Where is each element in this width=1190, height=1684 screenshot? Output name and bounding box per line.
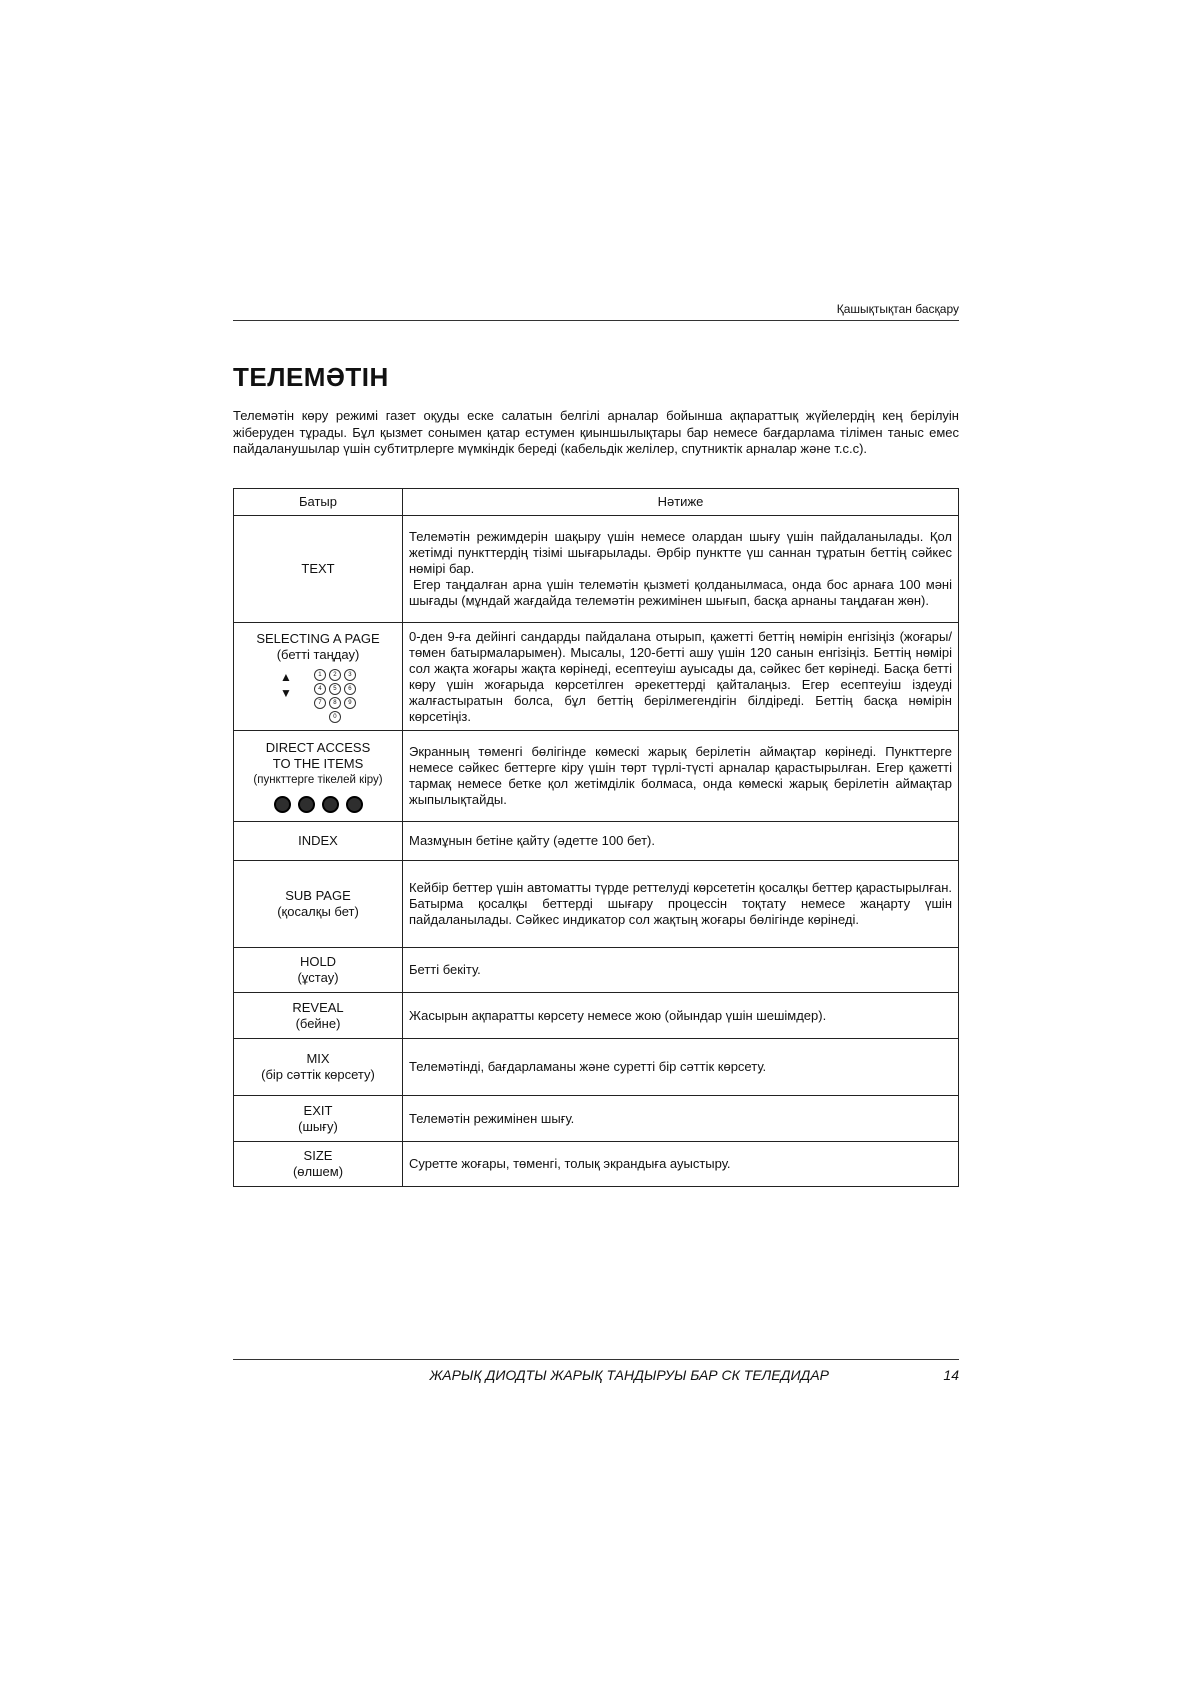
- running-header: Қашықтықтан басқару: [836, 302, 959, 316]
- table-row: [234, 623, 959, 731]
- result-text: Егер таңдалған арна үшін телемәтін қызметі қолданылмаса, онда бос арнаға 100 мәні шығады (мұндай жағдайда телемәтін режимінен шығып, басқа арнаны таңдаған жөн).: [409, 577, 952, 608]
- result-cell: [403, 993, 959, 1039]
- result-cell: [403, 731, 959, 822]
- digit-key-icon: 7: [314, 697, 326, 709]
- button-subtitle: (ұстау): [297, 970, 339, 985]
- digit-key-icon: 2: [329, 669, 341, 681]
- result-text: Телемәтін режимінен шығу.: [409, 1110, 575, 1126]
- result-cell: [403, 1039, 959, 1096]
- result-text: Кейбір беттер үшін автоматты түрде реттелуді көрсететін қосалқы беттер қарастырылған. Батырма қосалқы беттерді шығару процессін тоқтату немесе жаңарту үшін пайдаланылады. Сәйкес индикатор сол жақтың жоғары бөлігінде көрінеді.: [409, 880, 952, 927]
- column-header-button: Батыр: [234, 489, 403, 516]
- button-name: SIZE: [303, 1148, 333, 1163]
- button-cell-exit: [234, 1096, 403, 1142]
- page-number: 14: [943, 1367, 959, 1383]
- digit-key-icon: 0: [329, 711, 341, 723]
- digit-key-icon: 6: [344, 683, 356, 695]
- button-subtitle: (қосалқы бет): [277, 904, 359, 919]
- button-cell-reveal: [234, 993, 403, 1039]
- column-header-result: Нәтиже: [403, 489, 959, 516]
- header-divider: [233, 320, 959, 321]
- result-cell: [403, 948, 959, 993]
- button-cell-sub-page: [234, 861, 403, 948]
- result-text: Мазмұнын бетіне қайту (әдетте 100 бет).: [409, 833, 655, 848]
- footer-divider: [233, 1359, 959, 1360]
- result-cell: [403, 1096, 959, 1142]
- button-cell-text: [234, 516, 403, 623]
- button-cell-size: [234, 1142, 403, 1187]
- table-row: [234, 948, 959, 993]
- table-row: [234, 731, 959, 822]
- digit-key-icon: 3: [344, 669, 356, 681]
- result-cell: [403, 861, 959, 948]
- numeric-keypad-icon: [314, 669, 356, 723]
- intro-paragraph: Телемәтін көру режимі газет оқуды еске салатын белгілі арналар бойынша ақпараттық жүйелердің кең берілуін жіберуден тұрады. Бұл қызмет сонымен қатар естумен қиыншылықтары бар немесе бағдарлама тілімен таныс емес пайдаланушылар үшін субтитрлерге мүмкіндік береді (кабельдік желілер, спутниктік арналар және т.с.с).: [233, 408, 959, 456]
- button-name: INDEX: [298, 833, 338, 848]
- result-text: 0-ден 9-ға дейінгі сандарды пайдалана отырып, қажетті беттің нөмірін енгізіңіз (жоғары/төмен батырмаларымен). Мысалы, 120-бетті ашу үшін 120 санын енгізіңіз. Беттің нөмірі сол жақта жоғары жақта көрінеді, есептеуіш ауысады да, сәйкес бет көрінеді. Басқа бетті көру үшін жоғарыда көрсетілген әрекеттерді қайталаңыз. Егер есептеуіш іздеуді жалғастыратын болса, бұл беттің берілмегендігін білдіреді. Беттің басқа нөмірін көрсетіңіз.: [409, 628, 952, 724]
- digit-key-icon: 8: [329, 697, 341, 709]
- table-row: [234, 516, 959, 623]
- arrow-up-icon: ▲: [280, 669, 292, 684]
- result-text: Телемәтінді, бағдарламаны және суретті бір сәттік көрсету.: [409, 1059, 767, 1074]
- button-name: SELECTING A PAGE: [256, 630, 380, 646]
- colour-button-icon: [274, 796, 291, 813]
- page-title: ТЕЛЕМӘТІН: [233, 362, 389, 392]
- result-cell: [403, 516, 959, 623]
- digit-key-icon: 9: [344, 697, 356, 709]
- colour-button-icon: [322, 796, 339, 813]
- teletext-buttons-table: [233, 488, 959, 1187]
- table-header-row: [234, 489, 959, 516]
- button-name: DIRECT ACCESS: [265, 739, 371, 755]
- button-name: EXIT: [303, 1102, 333, 1118]
- result-cell: [403, 822, 959, 861]
- result-text: Экранның төменгі бөлігінде көмескі жарық берілетін аймақтар көрінеді. Пункттерге немесе сәйкес беттерге кіру үшін төрт түрлі-түсті арналар қарастырылған. Егер қажетті тармақ немесе бетке қол жетімділік болмаса, онда көмескі жарық берілетін аймақтар жыпылықтайды.: [409, 744, 952, 807]
- button-subtitle: (бейне): [295, 1015, 341, 1031]
- digit-key-icon: 4: [314, 683, 326, 695]
- button-name: SUB PAGE: [285, 888, 351, 903]
- button-cell-index: [234, 822, 403, 861]
- button-subtitle: (шығу): [298, 1118, 338, 1134]
- button-cell-direct-access: [234, 731, 403, 822]
- button-subtitle: (бетті таңдау): [276, 646, 360, 662]
- result-text: Суретте жоғары, төменгі, толық экрандыға ауыстыру.: [409, 1156, 731, 1171]
- result-text: Телемәтін режимдерін шақыру үшін немесе олардан шығу үшін пайдаланылады. Қол жетімді пункттердің тізімі шығарылады. Әрбір пунктте үш саннан тұратын беттің сәйкес нөмірі бар.: [409, 529, 952, 576]
- remote-keys-illustration: [238, 669, 398, 723]
- button-subtitle: (өлшем): [292, 1164, 344, 1179]
- digit-key-icon: 1: [314, 669, 326, 681]
- button-subtitle: (бір сәттік көрсету): [261, 1067, 375, 1082]
- arrow-down-icon: ▼: [280, 685, 292, 700]
- table-row: [234, 822, 959, 861]
- button-subtitle: (пункттерге тікелей кіру): [253, 773, 383, 786]
- table-row: [234, 861, 959, 948]
- footer-title: ЖАРЫҚ ДИОДТЫ ЖАРЫҚ ТАНДЫРУЫ БАР СК ТЕЛЕДИДАР: [429, 1367, 829, 1383]
- result-text: Бетті бекіту.: [409, 962, 481, 977]
- button-name: TO THE ITEMS: [272, 755, 364, 771]
- table-row: [234, 1142, 959, 1187]
- table-row: [234, 1039, 959, 1096]
- result-cell: [403, 623, 959, 731]
- button-name: TEXT: [301, 561, 335, 576]
- table-row: [234, 993, 959, 1039]
- button-cell-mix: [234, 1039, 403, 1096]
- table-row: [234, 1096, 959, 1142]
- button-name: REVEAL: [292, 999, 344, 1015]
- digit-key-icon: 5: [329, 683, 341, 695]
- result-text: Жасырын ақпаратты көрсету немесе жою (ойындар үшін шешімдер).: [409, 1007, 827, 1023]
- button-cell-selecting-page: [234, 623, 403, 731]
- colour-button-icon: [298, 796, 315, 813]
- colour-button-icon: [346, 796, 363, 813]
- button-name: MIX: [306, 1051, 330, 1066]
- up-down-arrows: [280, 669, 292, 701]
- button-cell-hold: [234, 948, 403, 993]
- result-cell: [403, 1142, 959, 1187]
- colour-buttons-illustration: [238, 796, 398, 813]
- button-name: HOLD: [299, 954, 337, 969]
